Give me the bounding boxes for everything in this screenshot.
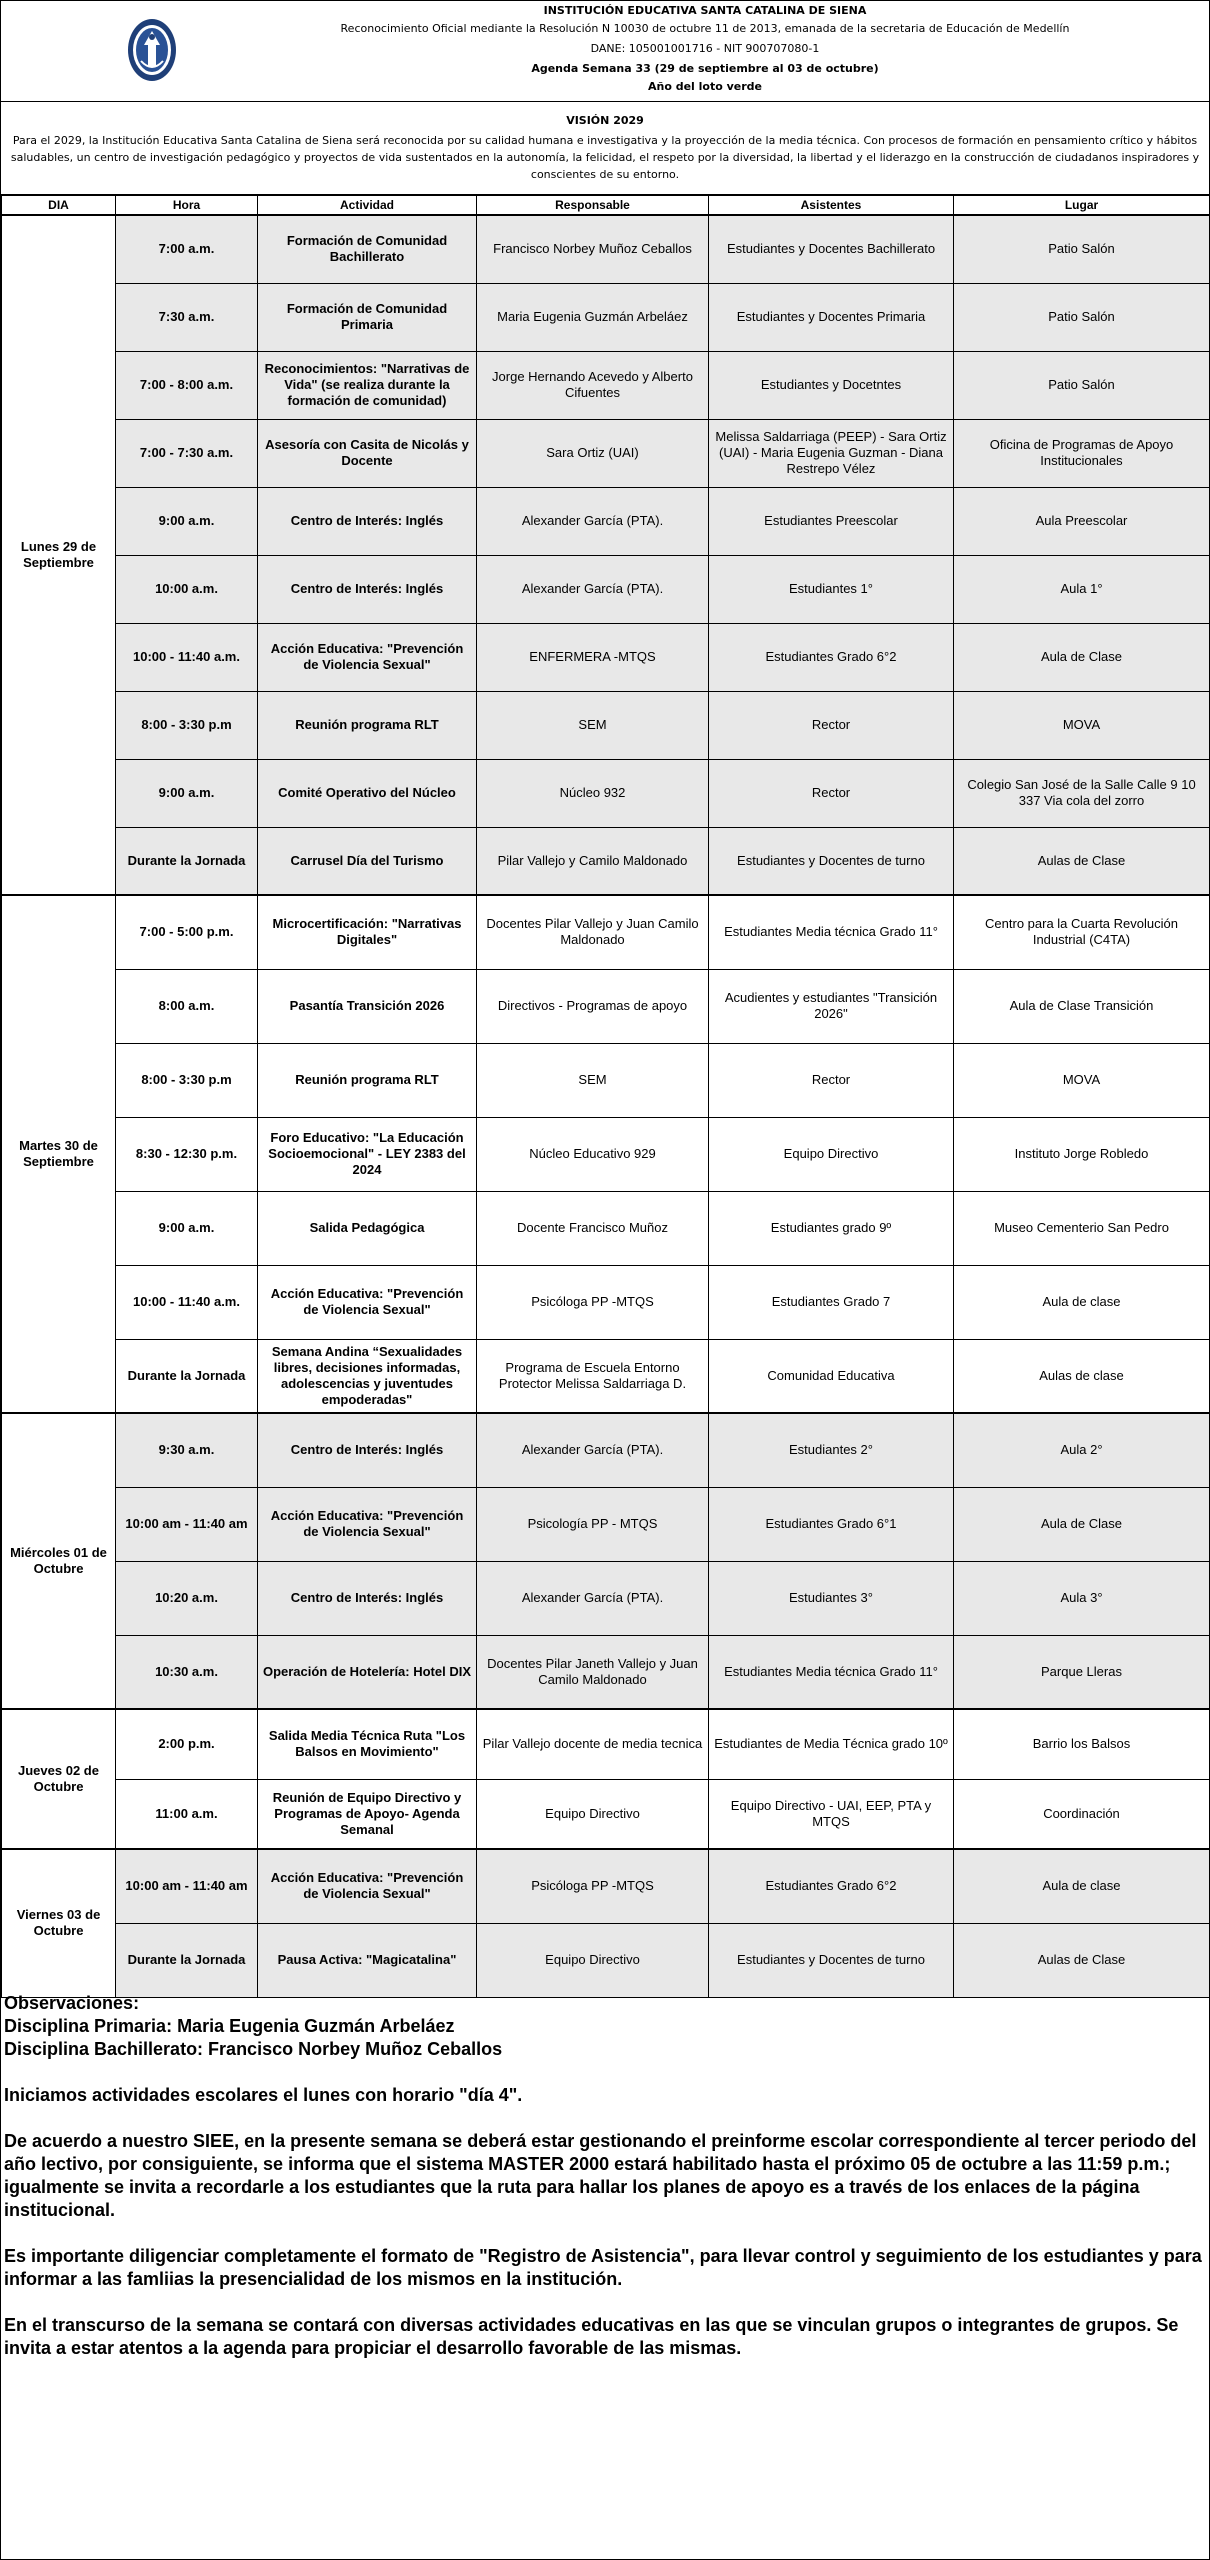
- responsable-cell: Docente Francisco Muñoz: [477, 1191, 709, 1265]
- discipline-primary: Disciplina Primaria: Maria Eugenia Guzmán Arbeláez: [4, 2016, 455, 2036]
- hora-cell: Durante la Jornada: [116, 1339, 258, 1413]
- hora-cell: 10:00 - 11:40 a.m.: [116, 623, 258, 691]
- table-row: [2, 1191, 1210, 1265]
- responsable-cell: Alexander García (PTA).: [477, 1561, 709, 1635]
- responsable-cell: Alexander García (PTA).: [477, 555, 709, 623]
- actividad-cell: Salida Pedagógica: [258, 1191, 477, 1265]
- table-row: [2, 759, 1210, 827]
- lugar-cell: Aula de clase: [954, 1265, 1210, 1339]
- day-cell: Martes 30 de Septiembre: [2, 895, 116, 1413]
- actividad-cell: Foro Educativo: "La Educación Socioemocional" - LEY 2383 del 2024: [258, 1117, 477, 1191]
- asistentes-cell: Estudiantes Media técnica Grado 11°: [709, 1635, 954, 1709]
- responsable-cell: SEM: [477, 691, 709, 759]
- observation-paragraph: Es importante diligenciar completamente el formato de "Registro de Asistencia", para llevar control y seguimiento de los estudiantes y para informar a las famliias la presencialidad de los mismos en la institución.: [4, 2246, 1202, 2289]
- table-row: [2, 623, 1210, 691]
- hora-cell: 7:00 - 7:30 a.m.: [116, 419, 258, 487]
- hora-cell: 7:00 - 8:00 a.m.: [116, 351, 258, 419]
- lugar-cell: Aula 1°: [954, 555, 1210, 623]
- lugar-cell: Aula de Clase: [954, 1487, 1210, 1561]
- hora-cell: 11:00 a.m.: [116, 1779, 258, 1849]
- lugar-cell: Patio Salón: [954, 283, 1210, 351]
- lugar-cell: Aulas de Clase: [954, 1923, 1210, 1997]
- asistentes-cell: Melissa Saldarriaga (PEEP) - Sara Ortiz (UAI) - Maria Eugenia Guzman - Diana Restrepo Vélez: [709, 419, 954, 487]
- table-row: [2, 1779, 1210, 1849]
- responsable-cell: Alexander García (PTA).: [477, 487, 709, 555]
- asistentes-cell: Rector: [709, 759, 954, 827]
- table-row: [2, 1265, 1210, 1339]
- observations-section: [4, 1992, 1204, 2360]
- responsable-cell: Jorge Hernando Acevedo y Alberto Cifuentes: [477, 351, 709, 419]
- table-row: [2, 1709, 1210, 1779]
- actividad-cell: Reconocimientos: "Narrativas de Vida" (se realiza durante la formación de comunidad): [258, 351, 477, 419]
- actividad-cell: Centro de Interés: Inglés: [258, 1413, 477, 1487]
- actividad-cell: Operación de Hotelería: Hotel DIX: [258, 1635, 477, 1709]
- lugar-cell: Oficina de Programas de Apoyo Institucionales: [954, 419, 1210, 487]
- lugar-cell: Museo Cementerio San Pedro: [954, 1191, 1210, 1265]
- actividad-cell: Reunión programa RLT: [258, 691, 477, 759]
- actividad-cell: Acción Educativa: "Prevención de Violencia Sexual": [258, 623, 477, 691]
- responsable-cell: ENFERMERA -MTQS: [477, 623, 709, 691]
- actividad-cell: Carrusel Día del Turismo: [258, 827, 477, 895]
- asistentes-cell: Estudiantes y Docentes Bachillerato: [709, 215, 954, 283]
- observation-paragraph: En el transcurso de la semana se contará con diversas actividades educativas en las que se vinculan grupos o integrantes de grupos. Se invita a estar atentos a la agenda para propiciar el desarrollo favorable de las mismas.: [4, 2315, 1179, 2358]
- table-row: [2, 1849, 1210, 1923]
- table-row: [2, 1413, 1210, 1487]
- table-row: [2, 419, 1210, 487]
- table-row: [2, 1117, 1210, 1191]
- actividad-cell: Microcertificación: "Narrativas Digitales": [258, 895, 477, 969]
- table-row: [2, 1561, 1210, 1635]
- responsable-cell: Alexander García (PTA).: [477, 1413, 709, 1487]
- header-hora: Hora: [116, 196, 258, 216]
- responsable-cell: Francisco Norbey Muñoz Ceballos: [477, 215, 709, 283]
- hora-cell: 10:20 a.m.: [116, 1561, 258, 1635]
- asistentes-cell: Equipo Directivo - UAI, EEP, PTA y MTQS: [709, 1779, 954, 1849]
- lugar-cell: Aulas de clase: [954, 1339, 1210, 1413]
- recognition-line: Reconocimiento Oficial mediante la Resolución N 10030 de octubre 11 de 2013, emanada de la secretaria de Educación de Medellín: [340, 22, 1070, 35]
- actividad-cell: Acción Educativa: "Prevención de Violencia Sexual": [258, 1849, 477, 1923]
- observation-paragraph: Iniciamos actividades escolares el lunes con horario "día 4".: [4, 2085, 523, 2105]
- agenda-table: [1, 195, 1210, 1998]
- lugar-cell: Instituto Jorge Robledo: [954, 1117, 1210, 1191]
- hora-cell: 9:00 a.m.: [116, 1191, 258, 1265]
- hora-cell: 10:00 am - 11:40 am: [116, 1849, 258, 1923]
- hora-cell: 8:00 - 3:30 p.m: [116, 1043, 258, 1117]
- actividad-cell: Formación de Comunidad Primaria: [258, 283, 477, 351]
- table-row: [2, 969, 1210, 1043]
- asistentes-cell: Estudiantes Preescolar: [709, 487, 954, 555]
- observation-paragraph: De acuerdo a nuestro SIEE, en la presente semana se deberá estar gestionando el preinforme escolar correspondiente al tercer periodo del año lectivo, por consiguiente, se informa que el sistema MASTER 2000 estará habilitado hasta el próximo 05 de octubre a las 11:59 p.m.; igualmente se invita a recordarle a los estudiantes que la ruta para hallar los planes de apoyo es a través de los enlaces de la página institucional.: [4, 2131, 1197, 2220]
- lugar-cell: Parque Lleras: [954, 1635, 1210, 1709]
- table-row: [2, 1487, 1210, 1561]
- hora-cell: 10:30 a.m.: [116, 1635, 258, 1709]
- hora-cell: 10:00 a.m.: [116, 555, 258, 623]
- responsable-cell: Psicología PP - MTQS: [477, 1487, 709, 1561]
- vision-title: VISIÓN 2029: [566, 114, 644, 127]
- responsable-cell: Sara Ortiz (UAI): [477, 419, 709, 487]
- actividad-cell: Pasantía Transición 2026: [258, 969, 477, 1043]
- school-name: INSTITUCIÓN EDUCATIVA SANTA CATALINA DE SIENA: [543, 4, 867, 17]
- actividad-cell: Centro de Interés: Inglés: [258, 1561, 477, 1635]
- lugar-cell: Aula de clase: [954, 1849, 1210, 1923]
- responsable-cell: Pilar Vallejo y Camilo Maldonado: [477, 827, 709, 895]
- school-crest-icon: [125, 15, 179, 85]
- discipline-secondary: Disciplina Bachillerato: Francisco Norbey Muñoz Ceballos: [4, 2039, 503, 2059]
- responsable-cell: Directivos - Programas de apoyo: [477, 969, 709, 1043]
- header-asistentes: Asistentes: [709, 196, 954, 216]
- day-cell: Miércoles 01 de Octubre: [2, 1413, 116, 1709]
- agenda-body: [2, 215, 1210, 1997]
- actividad-cell: Reunión programa RLT: [258, 1043, 477, 1117]
- asistentes-cell: Estudiantes y Docentes Primaria: [709, 283, 954, 351]
- table-row: [2, 215, 1210, 283]
- lugar-cell: Aula 3°: [954, 1561, 1210, 1635]
- asistentes-cell: Estudiantes y Docentes de turno: [709, 1923, 954, 1997]
- asistentes-cell: Comunidad Educativa: [709, 1339, 954, 1413]
- asistentes-cell: Estudiantes de Media Técnica grado 10º: [709, 1709, 954, 1779]
- actividad-cell: Acción Educativa: "Prevención de Violencia Sexual": [258, 1265, 477, 1339]
- asistentes-cell: Estudiantes y Docentes de turno: [709, 827, 954, 895]
- responsable-cell: Pilar Vallejo docente de media tecnica: [477, 1709, 709, 1779]
- year-motto: Año del loto verde: [647, 80, 763, 93]
- hora-cell: 10:00 am - 11:40 am: [116, 1487, 258, 1561]
- day-cell: Jueves 02 de Octubre: [2, 1709, 116, 1849]
- asistentes-cell: Acudientes y estudiantes "Transición 2026": [709, 969, 954, 1043]
- lugar-cell: Patio Salón: [954, 351, 1210, 419]
- asistentes-cell: Rector: [709, 691, 954, 759]
- responsable-cell: Docentes Pilar Janeth Vallejo y Juan Camilo Maldonado: [477, 1635, 709, 1709]
- asistentes-cell: Estudiantes grado 9º: [709, 1191, 954, 1265]
- asistentes-cell: Estudiantes Grado 6°1: [709, 1487, 954, 1561]
- hora-cell: 8:30 - 12:30 p.m.: [116, 1117, 258, 1191]
- lugar-cell: Colegio San José de la Salle Calle 9 10 337 Via cola del zorro: [954, 759, 1210, 827]
- responsable-cell: Núcleo 932: [477, 759, 709, 827]
- header-actividad: Actividad: [258, 196, 477, 216]
- lugar-cell: Aula de Clase: [954, 623, 1210, 691]
- hora-cell: 8:00 a.m.: [116, 969, 258, 1043]
- asistentes-cell: Estudiantes 1°: [709, 555, 954, 623]
- lugar-cell: Coordinación: [954, 1779, 1210, 1849]
- actividad-cell: Reunión de Equipo Directivo y Programas de Apoyo- Agenda Semanal: [258, 1779, 477, 1849]
- table-row: [2, 1043, 1210, 1117]
- actividad-cell: Pausa Activa: "Magicatalina": [258, 1923, 477, 1997]
- table-row: [2, 487, 1210, 555]
- actividad-cell: Acción Educativa: "Prevención de Violencia Sexual": [258, 1487, 477, 1561]
- actividad-cell: Comité Operativo del Núcleo: [258, 759, 477, 827]
- responsable-cell: Maria Eugenia Guzmán Arbeláez: [477, 283, 709, 351]
- lugar-cell: Aula 2°: [954, 1413, 1210, 1487]
- actividad-cell: Formación de Comunidad Bachillerato: [258, 215, 477, 283]
- dane-line: DANE: 105001001716 - NIT 900707080-1: [590, 42, 820, 55]
- hora-cell: 9:00 a.m.: [116, 759, 258, 827]
- hora-cell: 9:00 a.m.: [116, 487, 258, 555]
- asistentes-cell: Estudiantes 2°: [709, 1413, 954, 1487]
- asistentes-cell: Estudiantes Grado 6°2: [709, 623, 954, 691]
- table-row: [2, 555, 1210, 623]
- asistentes-cell: Rector: [709, 1043, 954, 1117]
- responsable-cell: Núcleo Educativo 929: [477, 1117, 709, 1191]
- actividad-cell: Semana Andina “Sexualidades libres, decisiones informadas, adolescencias y juventudes empoderadas": [258, 1339, 477, 1413]
- header-lugar: Lugar: [954, 196, 1210, 216]
- lugar-cell: Aulas de Clase: [954, 827, 1210, 895]
- asistentes-cell: Estudiantes Grado 6°2: [709, 1849, 954, 1923]
- vision-section: [1, 102, 1209, 195]
- lugar-cell: Aula Preescolar: [954, 487, 1210, 555]
- table-row: [2, 691, 1210, 759]
- table-row: [2, 827, 1210, 895]
- asistentes-cell: Equipo Directivo: [709, 1117, 954, 1191]
- table-row: [2, 895, 1210, 969]
- lugar-cell: Aula de Clase Transición: [954, 969, 1210, 1043]
- agenda-title: Agenda Semana 33 (29 de septiembre al 03 de octubre): [531, 62, 879, 75]
- observations-title: Observaciones:: [4, 1993, 140, 2013]
- hora-cell: 7:30 a.m.: [116, 283, 258, 351]
- hora-cell: 7:00 a.m.: [116, 215, 258, 283]
- actividad-cell: Centro de Interés: Inglés: [258, 555, 477, 623]
- responsable-cell: Programa de Escuela Entorno Protector Melissa Saldarriaga D.: [477, 1339, 709, 1413]
- hora-cell: 2:00 p.m.: [116, 1709, 258, 1779]
- hora-cell: 9:30 a.m.: [116, 1413, 258, 1487]
- day-cell: Lunes 29 de Septiembre: [2, 215, 116, 895]
- document-header: [1, 1, 1209, 102]
- responsable-cell: Psicóloga PP -MTQS: [477, 1265, 709, 1339]
- table-row: [2, 1923, 1210, 1997]
- responsable-cell: Docentes Pilar Vallejo y Juan Camilo Maldonado: [477, 895, 709, 969]
- table-header-row: [2, 196, 1210, 216]
- lugar-cell: MOVA: [954, 1043, 1210, 1117]
- hora-cell: Durante la Jornada: [116, 1923, 258, 1997]
- responsable-cell: Equipo Directivo: [477, 1779, 709, 1849]
- day-cell: Viernes 03 de Octubre: [2, 1849, 116, 1997]
- table-row: [2, 283, 1210, 351]
- hora-cell: 8:00 - 3:30 p.m: [116, 691, 258, 759]
- vision-text: Para el 2029, la Institución Educativa Santa Catalina de Siena será reconocida por su calidad humana e investigativa y la proyección de la media técnica. Con procesos de formación en pensamiento crítico y hábitos saludables, un centro de investigación pedagógico y proyectos de vida sustentados en la autonomía, la felicidad, el respeto por la diversidad, la libertad y el liderazgo en la construcción de ciudadanos inspiradores y conscientes de su entorno.: [10, 134, 1200, 181]
- table-row: [2, 1635, 1210, 1709]
- table-row: [2, 1339, 1210, 1413]
- hora-cell: 7:00 - 5:00 p.m.: [116, 895, 258, 969]
- hora-cell: Durante la Jornada: [116, 827, 258, 895]
- table-row: [2, 351, 1210, 419]
- actividad-cell: Centro de Interés: Inglés: [258, 487, 477, 555]
- hora-cell: 10:00 - 11:40 a.m.: [116, 1265, 258, 1339]
- actividad-cell: Asesoría con Casita de Nicolás y Docente: [258, 419, 477, 487]
- asistentes-cell: Estudiantes 3°: [709, 1561, 954, 1635]
- lugar-cell: Patio Salón: [954, 215, 1210, 283]
- responsable-cell: SEM: [477, 1043, 709, 1117]
- asistentes-cell: Estudiantes Media técnica Grado 11°: [709, 895, 954, 969]
- lugar-cell: Barrio los Balsos: [954, 1709, 1210, 1779]
- actividad-cell: Salida Media Técnica Ruta "Los Balsos en Movimiento": [258, 1709, 477, 1779]
- header-dia: DIA: [2, 196, 116, 216]
- asistentes-cell: Estudiantes Grado 7: [709, 1265, 954, 1339]
- asistentes-cell: Estudiantes y Docetntes: [709, 351, 954, 419]
- responsable-cell: Psicóloga PP -MTQS: [477, 1849, 709, 1923]
- lugar-cell: Centro para la Cuarta Revolución Industrial (C4TA): [954, 895, 1210, 969]
- responsable-cell: Equipo Directivo: [477, 1923, 709, 1997]
- lugar-cell: MOVA: [954, 691, 1210, 759]
- header-responsable: Responsable: [477, 196, 709, 216]
